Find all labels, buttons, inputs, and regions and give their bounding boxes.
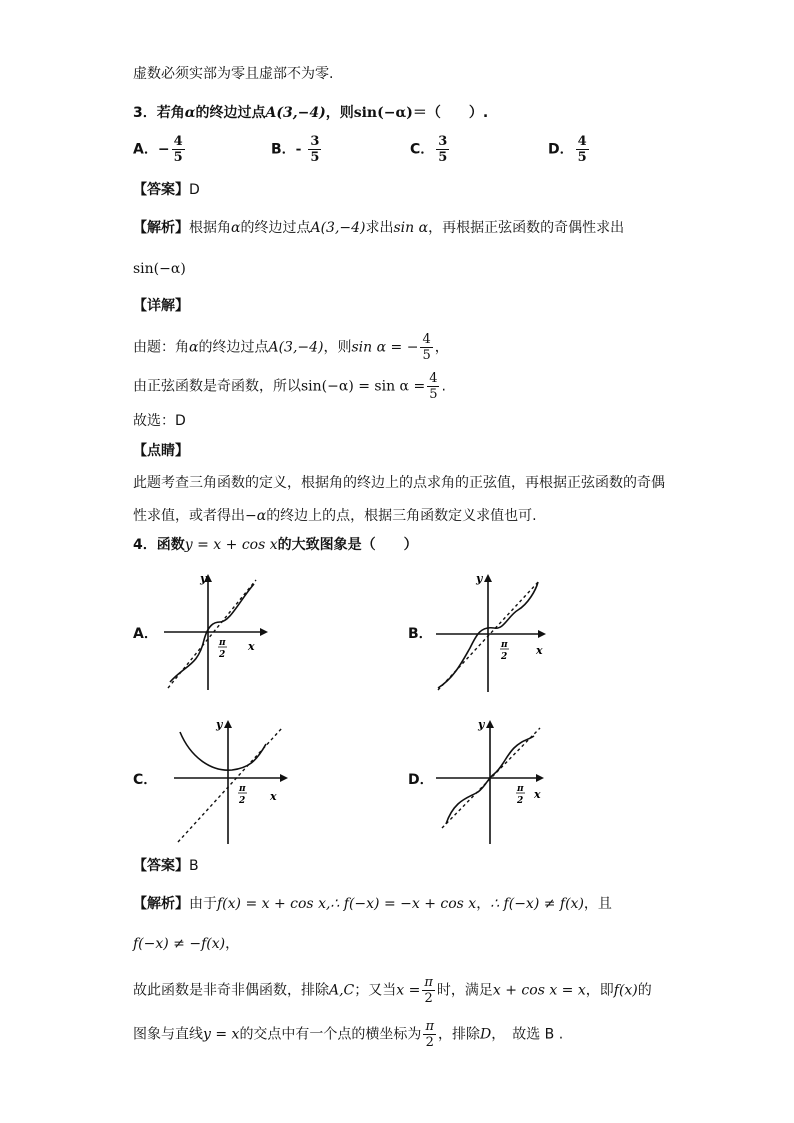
q4-analysis-4	[133, 1019, 563, 1050]
option-fraction	[576, 134, 589, 165]
q3-option-d	[548, 134, 591, 165]
q4-option-a-label: A．	[133, 626, 158, 642]
analysis-text: ， 故选 B .	[491, 1026, 564, 1043]
q3-expr: sin(−α)	[353, 105, 413, 121]
fraction-num: π	[425, 1019, 434, 1034]
fraction-den: 5	[310, 150, 320, 165]
analysis-expr: A,C	[329, 982, 355, 999]
option-sign: −	[157, 141, 170, 158]
q3-detail-2	[133, 371, 446, 402]
analysis-fraction	[423, 1019, 436, 1050]
fraction-den: 5	[173, 150, 183, 165]
comment-text: 的终边上的点，根据三角函数定义求值也可.	[266, 508, 537, 524]
detail-point: A(3,−4)	[268, 339, 324, 356]
q3-comment-tag: 【点睛】	[133, 443, 189, 459]
q4-prefix: 函数	[156, 537, 185, 553]
analysis-expr: y = x	[203, 1026, 240, 1043]
q4-graph-a	[160, 570, 270, 695]
q3-analysis	[133, 218, 624, 238]
option-sign: -	[295, 141, 302, 158]
detail-text: .	[441, 378, 446, 395]
option-fraction	[308, 134, 321, 165]
analysis-expr: D	[479, 1026, 492, 1043]
fraction-num: 4	[422, 332, 431, 347]
fraction-den: 2	[425, 1035, 434, 1050]
q3-option-b	[271, 134, 323, 165]
detail-expr: sin α = −	[351, 339, 419, 356]
y-axis-arrow	[484, 574, 492, 582]
pi-label: π	[219, 638, 226, 648]
q3-option-a	[133, 134, 187, 165]
analysis-text: ，	[225, 936, 240, 952]
detail-text: ，	[434, 339, 449, 356]
q4-suffix: 的大致图象是（ ）	[277, 537, 418, 553]
q3-detail-1	[133, 332, 449, 363]
pi-label: π	[239, 784, 246, 794]
fraction-den: 5	[422, 348, 431, 363]
fraction-num: 4	[173, 134, 183, 149]
analysis-sin: sin α	[393, 220, 429, 236]
analysis-text: ，再根据正弦函数的奇偶性求出	[428, 220, 625, 236]
q4-number: 4．	[133, 537, 157, 553]
q3-analysis-line2: sin(−α)	[133, 261, 186, 277]
analysis-tag: 【解析】	[133, 220, 189, 236]
answer-value: B	[189, 858, 199, 874]
analysis-text: 图象与直线	[133, 1026, 203, 1043]
analysis-expr: f(−x) ≠ −f(x)	[133, 936, 226, 952]
analysis-expr: f(x)	[613, 982, 638, 999]
axis-y-label: y	[476, 572, 483, 585]
analysis-text: 由于	[189, 896, 217, 912]
option-fraction	[172, 134, 185, 165]
q3-suffix: ＝（ ）.	[412, 105, 489, 121]
curve	[180, 732, 266, 770]
x-axis-arrow	[538, 630, 546, 638]
pi-label: π	[517, 784, 524, 794]
q3-point: A(3,−4)	[265, 105, 326, 121]
fraction-den: 5	[429, 387, 438, 402]
fraction-den: 5	[438, 150, 448, 165]
q3-option-c	[410, 134, 451, 165]
q4-stem	[133, 535, 418, 555]
q4-analysis-2	[133, 934, 239, 954]
analysis-text: ，	[476, 896, 491, 912]
q3-prefix: 若角	[156, 105, 185, 121]
fraction-num: 4	[429, 371, 438, 386]
line-y-equals-x	[178, 728, 282, 842]
analysis-text: 故此函数是非奇非偶函数，排除	[133, 982, 329, 999]
intro-text: 虚数必须实部为零且虚部不为零.	[133, 66, 334, 82]
two-label: 2	[501, 652, 508, 662]
analysis-text: ，且	[583, 896, 612, 912]
analysis-text: 的交点中有一个点的横坐标为	[239, 1026, 422, 1043]
q3-answer	[133, 180, 200, 200]
fraction-num: 4	[577, 134, 587, 149]
answer-tag: 【答案】	[133, 858, 189, 874]
comment-expr: −α	[245, 508, 267, 524]
q4-graph-b	[432, 570, 552, 695]
detail-expr: sin(−α) = sin α =	[301, 378, 426, 395]
analysis-text: 时，满足	[436, 982, 493, 999]
option-fraction	[436, 134, 449, 165]
pi-label: π	[501, 640, 508, 650]
fraction-num: π	[424, 975, 433, 990]
analysis-text: ，即	[585, 982, 614, 999]
two-label: 2	[239, 796, 246, 806]
detail-text: 的终边过点	[198, 339, 269, 356]
option-letter: B．	[271, 141, 296, 158]
axis-y-label: y	[200, 572, 207, 585]
analysis-expr: x =	[396, 982, 421, 999]
q4-graph-d	[432, 716, 552, 848]
detail-text: 由题：角	[133, 339, 189, 356]
detail-alpha: α	[189, 339, 199, 356]
analysis-text: ；又当	[354, 982, 397, 999]
analysis-fraction	[422, 975, 435, 1006]
analysis-expr: x + cos x = x	[492, 982, 586, 999]
q3-stem	[133, 103, 488, 123]
q4-option-d-label: D．	[408, 772, 434, 788]
q3-mid: 的终边过点	[195, 105, 266, 121]
q3-detail-tag: 【详解】	[133, 298, 189, 314]
option-letter: A．	[133, 141, 158, 158]
q3-alpha: α	[184, 105, 196, 121]
option-letter: D．	[548, 141, 574, 158]
q3-comma: ，则	[325, 105, 354, 121]
analysis-text: 求出	[365, 220, 394, 236]
q4-analysis-1	[133, 894, 612, 914]
q3-comment-2	[133, 506, 537, 526]
two-label: 2	[219, 650, 226, 660]
axis-x-label: x	[270, 790, 277, 803]
axis-y-label: y	[478, 718, 485, 731]
option-letter: C．	[410, 141, 435, 158]
q3-number: 3．	[133, 105, 157, 121]
q4-option-b-label: B．	[408, 626, 433, 642]
analysis-expr: f(x) = x + cos x,∴ f(−x) = −x + cos x	[217, 896, 477, 912]
answer-value: D	[189, 182, 200, 198]
q4-function: y = x + cos x	[184, 537, 278, 553]
analysis-text: 的	[637, 982, 652, 999]
detail-fraction	[420, 332, 432, 363]
detail-text: 由正弦函数是奇函数，所以	[133, 378, 301, 395]
x-axis-arrow	[536, 774, 544, 782]
q4-answer	[133, 856, 199, 876]
x-axis-arrow	[280, 774, 288, 782]
analysis-text: ，排除	[437, 1026, 480, 1043]
q4-option-c-label: C．	[133, 772, 158, 788]
x-axis-arrow	[260, 628, 268, 636]
q3-choose: 故选：D	[133, 413, 186, 429]
q4-graph-c	[170, 716, 290, 848]
axis-y-label: y	[216, 718, 223, 731]
axis-x-label: x	[536, 644, 543, 657]
answer-tag: 【答案】	[133, 182, 189, 198]
q3-comment-1: 此题考查三角函数的定义，根据角的终边上的点求角的正弦值，再根据正弦函数的奇偶	[133, 475, 665, 491]
comment-text: 性求值，或者得出	[133, 508, 245, 524]
analysis-point: A(3,−4)	[310, 220, 366, 236]
fraction-num: 3	[310, 134, 320, 149]
analysis-tag: 【解析】	[133, 896, 189, 912]
q4-analysis-3	[133, 975, 652, 1006]
axis-x-label: x	[534, 788, 541, 801]
fraction-den: 2	[424, 991, 433, 1006]
axis-x-label: x	[248, 640, 255, 653]
detail-text: ，则	[323, 339, 352, 356]
detail-fraction	[427, 371, 439, 402]
y-axis-arrow	[224, 720, 232, 728]
analysis-text: 根据角	[189, 220, 231, 236]
analysis-text: 的终边过点	[240, 220, 311, 236]
fraction-den: 5	[577, 150, 587, 165]
two-label: 2	[517, 796, 524, 806]
analysis-alpha: α	[231, 220, 241, 236]
y-axis-arrow	[486, 720, 494, 728]
analysis-expr: ∴ f(−x) ≠ f(x)	[490, 896, 584, 912]
fraction-num: 3	[438, 134, 448, 149]
